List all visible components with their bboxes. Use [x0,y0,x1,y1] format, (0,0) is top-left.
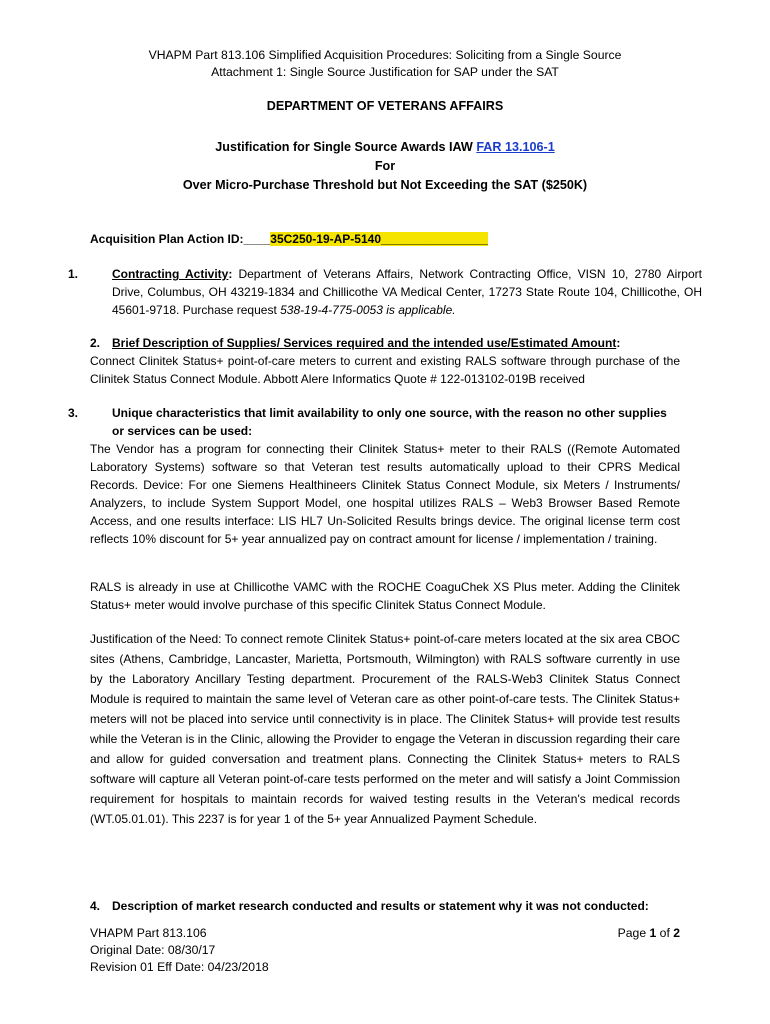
acq-plan-label: Acquisition Plan Action ID: [90,232,244,246]
header-line-2: Attachment 1: Single Source Justification for SAP under the SAT [211,65,559,79]
page-current: 1 [649,926,657,940]
document-header [0,47,770,81]
acquisition-plan-id [90,230,680,248]
footer-line-1: VHAPM Part 813.106 [90,926,207,940]
footer-line-3: Revision 01 Eff Date: 04/23/2018 [90,960,269,974]
section-1: 1. Contracting Activity: Department of Veterans Affairs, Network Contracting Office, VISN 10, 2780 Airport Drive, Columbus, OH 43219-1834 and Chillicothe VA Medical Center, 17273 State Route 104, Chillicothe, OH 45601-9718. Purchase request 538-19-4-775-0053 is applicable. [68,267,702,317]
page-number: Page 1 of 2 [617,926,680,940]
section-4-heading: Description of market research conducted and results or statement why it was not conducted: [112,899,649,913]
section-1-purchase-request: 538-19-4-775-0053 is applicable. [280,303,456,317]
section-4 [90,897,680,915]
section-1-text: Department of Veterans Affairs, Network Contracting Office, VISN 10, 2780 Airport Drive, Columbus, OH 43219-1834 and Chillicothe VA Medical Center, 17273 State Route 104, Chillicothe, OH 45601-9718. Purchase request [112,267,702,317]
header-line-1: VHAPM Part 813.106 Simplified Acquisition Procedures: Soliciting from a Single Source [148,48,622,62]
justification-for: For [374,159,396,173]
justification-threshold: Over Micro-Purchase Threshold but Not Exceeding the SAT ($250K) [182,178,588,192]
justification-prefix: Justification for Single Source Awards IAW [215,140,477,154]
section-3-heading-line [68,404,680,440]
justification-title [0,138,770,195]
page-total: 2 [673,926,680,940]
acq-plan-blank-before: ____ [243,232,271,246]
document-footer [90,925,680,976]
acq-plan-id-value: 35C250-19-AP-5140________________ [270,232,488,246]
section-3-paragraph-1: The Vendor has a program for connecting their Clinitek Status+ meter to their RALS ((Remote Automated Laboratory Systems) software so that Veteran test results automatically upload to their CPRS Medical Records. Device: For one Siemens Healthineers Clinitek Status Connect Module, six Meters / Instruments/ Analyzers, to include System Support Model, one hospital utilizes RALS – Web3 Browser Based Remote Access, and one results interface: LIS HL7 Un-Solicited Results brings device. The original license term cost reflects 10% discount for 5+ year annualized pay on contract amount for license / implementation / training. [90,442,680,546]
section-2-number: 2. [90,336,101,350]
section-2-text: Connect Clinitek Status+ point-of-care meters to current and existing RALS software through purchase of the Clinitek Status Connect Module. Abbott Alere Informatics Quote # 122-013102-019B received [90,354,680,386]
section-4-number: 4. [90,899,101,913]
section-3 [68,404,680,548]
section-1-heading: Contracting Activity [112,267,229,281]
section-3-paragraph-2: RALS is already in use at Chillicothe VAMC with the ROCHE CoaguChek XS Plus meter. Adding the Clinitek Status+ meter would involve purchase of this specific Clinitek Status Connect Module. [90,580,680,612]
section-3-heading: Unique characteristics that limit availability to only one source, with the reason no other supplies or services can be used: [112,406,667,438]
section-1-number: 1. [68,267,79,281]
section-2: 2. Brief Description of Supplies/ Services required and the intended use/Estimated Amount: Connect Clinitek Status+ point-of-care meters to current and existing RALS software through purchase of the Clinitek Status Connect Module. Abbott Alere Informatics Quote # 122-013102-019B received [90,336,680,386]
footer-line-2: Original Date: 08/30/17 [90,943,216,957]
far-link[interactable]: FAR 13.106-1 [476,140,555,154]
section-3-number: 3. [68,406,79,420]
department-title: DEPARTMENT OF VETERANS AFFAIRS [266,99,504,113]
section-2-heading: Brief Description of Supplies/ Services required and the intended use/Estimated Amount [112,336,617,350]
section-3-paragraph-3: Justification of the Need: To connect remote Clinitek Status+ point-of-care meters located at the six area CBOC sites (Athens, Cambridge, Lancaster, Marietta, Portsmouth, Wilmington) with RALS software currently in use by the Laboratory Ancillary Testing department. Procurement of the RALS-Web3 Clinitek Status Connect Module is required to maintain the same level of Veteran care as other point-of-care tests. The Clinitek Status+ meters will not be placed into service until connectivity is in place. The Clinitek Status+ will provide test results while the Veteran is in the Clinic, allowing the Provider to engage the Veteran in discussion regarding their care and allow for guided conversation and treatment plans. Connecting the Clinitek Status+ meters to RALS software will capture all Veteran point-of-care tests performed on the meter and will satisfy a Joint Commission requirement for hospitals to maintain records for waived testing results in the Veteran's medical records (WT.05.01.01). This 2237 is for year 1 of the 5+ year Annualized Payment Schedule. [90,632,680,826]
